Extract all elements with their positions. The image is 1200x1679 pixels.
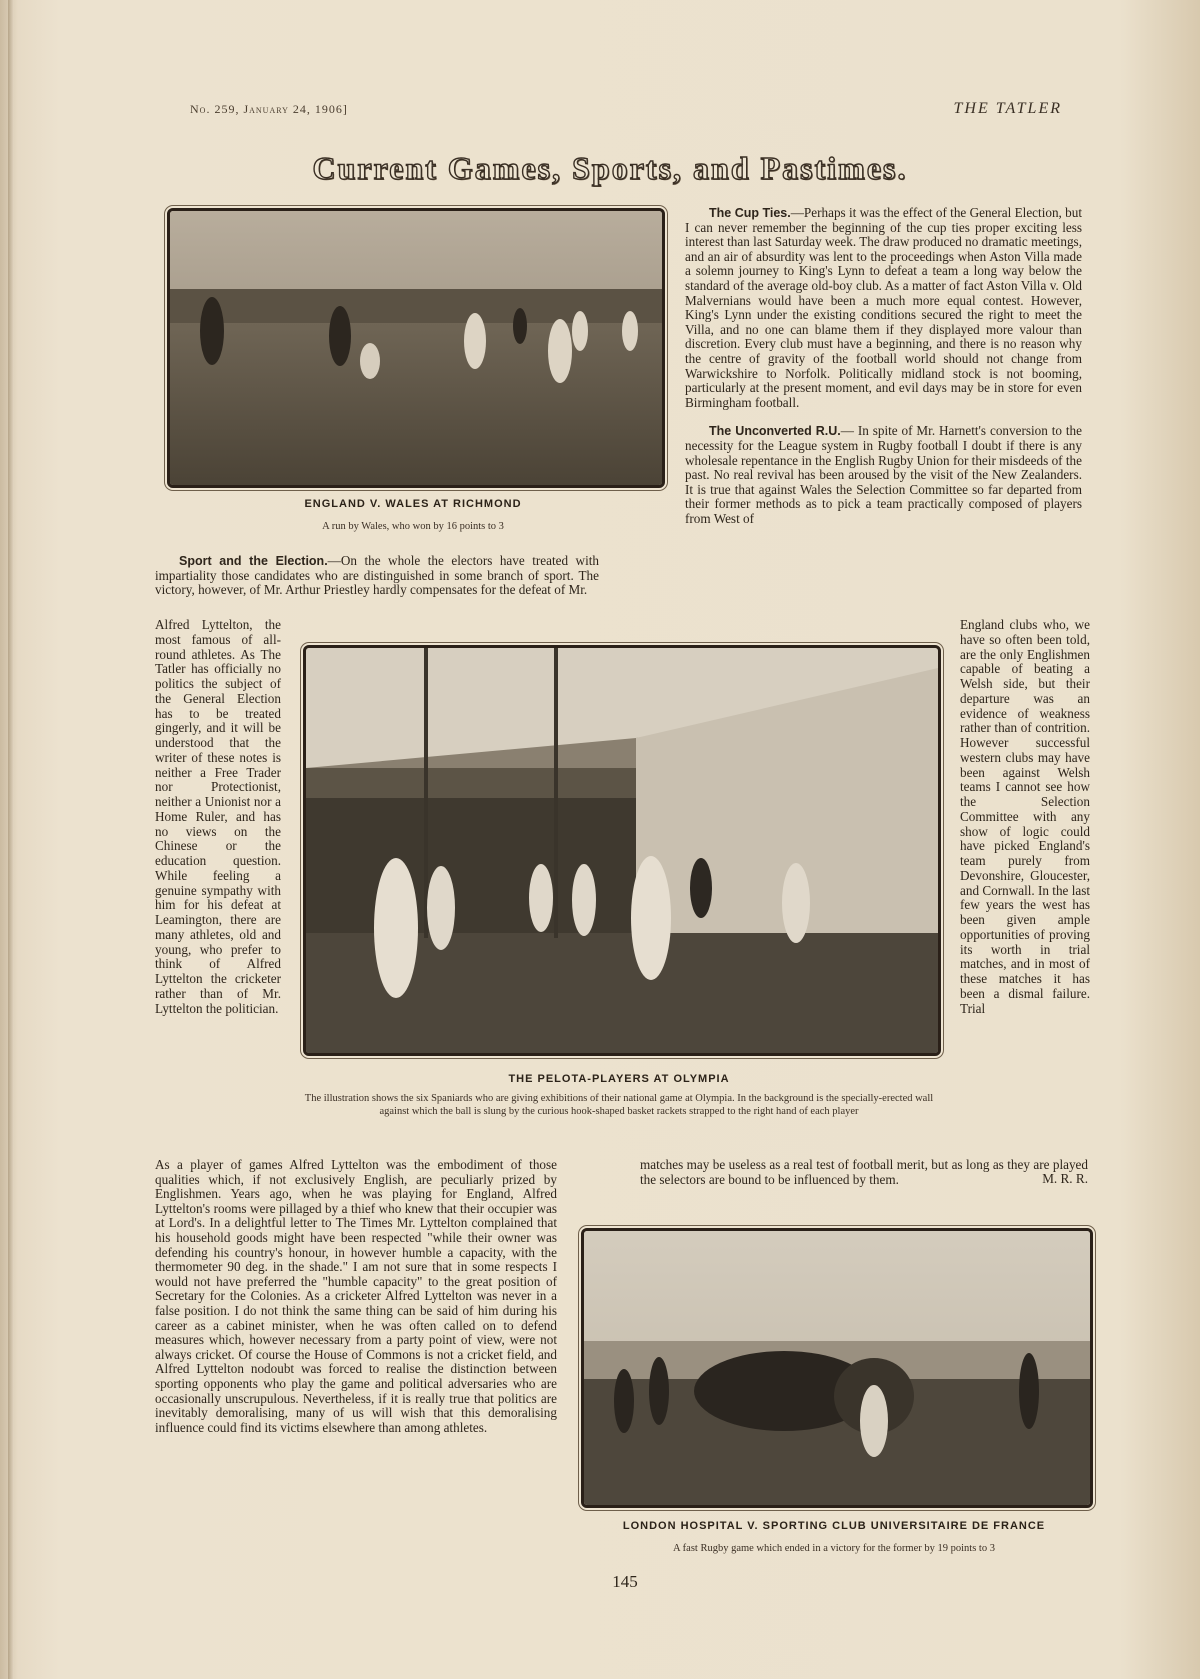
cup-ties-text: —Perhaps it was the effect of the General Election, but I can never remember the beginning of the cup ties proper exciting less interest than last Saturday week. The draw produced no dramatic meetings, and an air of absurdity was lent to the proceedings when Aston Villa made a solemn journey to King's Lynn to defeat a team a long way below the standard of the average old-boy club. As a matter of fact Aston Villa v. Old Malvernians would have been a much more equal contest. However, King's Lynn under the existing conditions secured the right to meet the Villa, and no one can blame them if they displayed more valour than discretion. Every club must have a beginning, and there is no reason why the centre of gravity of the football world should not change from Warwickshire to Norfolk. Politically midland stock is not booming, particularly at the present moment, and evil days may be in store for even Birmingham football. [685, 205, 1082, 410]
ru-heading: The Unconverted R.U. [709, 424, 841, 439]
caption-sub-london-hospital: A fast Rugby game which ended in a victory for the former by 19 points to 3 [673, 1543, 995, 1554]
magazine-name-header: THE TATLER [953, 100, 1062, 117]
ru-end-text: matches may be useless as a real test of football merit, but as long as they are played the selectors are bound to be influenced by them. [640, 1157, 1088, 1187]
caption-title-england-wales: ENGLAND V. WALES AT RICHMOND [304, 498, 522, 510]
photo-london-hospital [581, 1228, 1093, 1508]
page-title: Current Games, Sports, and Pastimes. [312, 150, 908, 186]
rugby-photo-image [170, 211, 662, 485]
photo-england-wales [167, 208, 665, 488]
lyttelton-text: As a player of games Alfred Lyttelton was the embodiment of those qualities which, if not exclusively English, are peculiarly prized by Englishmen. Years ago, when he was playing for England, Alfred Lyttelton's rooms were pillaged by a thief who knew that their occupier was at Lord's. In a delightful letter to The Times Mr. Lyttelton complained that his household goods might have been respected "while their owner was defending his country's honour, in however humble a capacity, with the thermometer 90 deg. in the shade." I am not sure that in some respects I would not have preferred the "humble capacity" to the great position of Secretary for the Colonies. As a cricketer Alfred Lyttelton was never in a false position. I do not think the same thing can be said of him during his career as a cabinet minister, when he was often called on to defend measures which, however necessary from a party point of view, were not always cricket. Of course the House of Commons is not a cricket field, and Alfred Lyttelton nodoubt was forced to realise the distinction between sporting opponents who play the game and political adversaries who are occasionally unscrupulous. Nevertheless, if it is really true that politics are inevitably demoralising, many of us will wish that this demoralising influence could find its victims elsewhere than among athletes. [155, 1157, 557, 1435]
issue-date-header: No. 259, January 24, 1906] [190, 102, 348, 116]
pelota-photo-image [306, 648, 938, 1053]
article-ru-end [640, 1158, 1088, 1187]
caption-title-london-hospital: LONDON HOSPITAL V. SPORTING CLUB UNIVERSITAIRE DE FRANCE [622, 1520, 1046, 1532]
election-continued-text: Alfred Lyttelton, the most famous of all-round athletes. As The Tatler has officially no politics the subject of the General Election has to be treated gingerly, and it will be understood that the writer of these notes is neither a Free Trader nor Protectionist, neither a Unionist nor a Home Ruler, and has no views on the Chinese or the education question. While feeling a genuine sympathy with him for his defeat at Leamington, there are many athletes, old and young, who prefer to think of Alfred Lyttelton the cricketer rather than of Mr. Lyttelton the politician. [155, 617, 281, 1016]
ru-continued-text: England clubs who, we have so often been told, are the only Englishmen capable of beating a Welsh side, but their departure was an evidence of weakness rather than of contrition. However successful western clubs may have been against Welsh teams I cannot see how the Selection Committee with any show of logic could have picked England's team purely from Devonshire, Gloucester, and Cornwall. In the last few years the west has been given ample opportunities of proving its worth in trial matches, and in most of these matches it has been a dismal failure. Trial [960, 617, 1091, 1016]
ru-text: — In spite of Mr. Harnett's conversion to the necessity for the League system in Rugby football I doubt if there is any wholesale repentance in the English Rugby Union for their misdeeds of the past. No real revival has been aroused by the visit of the New Zealanders. It is true that against Wales the Selection Committee so far departed from their former methods as to pick a team practically composed of players from West of [685, 423, 1082, 526]
article-election [155, 554, 599, 598]
london-hospital-photo-image [584, 1231, 1090, 1505]
article-cup-ties [685, 206, 1082, 526]
election-text: —On the whole the electors have treated with impartiality those candidates who are distinguished in some branch of sport. The victory, however, of Mr. Arthur Priestley hardly compensates for the defeat of Mr. [155, 553, 599, 598]
photo-pelota-players [303, 645, 941, 1056]
page-fold-shadow [8, 0, 14, 1679]
page-number: 145 [612, 1572, 638, 1591]
cup-ties-heading: The Cup Ties. [709, 206, 791, 220]
author-signature: M. R. R. [1042, 1171, 1088, 1187]
caption-sub-england-wales: A run by Wales, who won by 16 points to 3 [322, 521, 504, 532]
caption-title-pelota: THE PELOTA-PLAYERS AT OLYMPIA [508, 1073, 730, 1085]
article-election-continued [155, 618, 281, 1016]
article-ru-continued [960, 618, 1090, 1016]
election-heading: Sport and the Election. [179, 554, 328, 568]
caption-sub-pelota: The illustration shows the six Spaniards who are giving exhibitions of their national game at Olympia. In the background is the specially-erected wall against which the ball is slung by the curious hook-shaped basket rackets strapped to the right hand of each player [304, 1093, 934, 1117]
article-lyttelton [155, 1158, 557, 1435]
